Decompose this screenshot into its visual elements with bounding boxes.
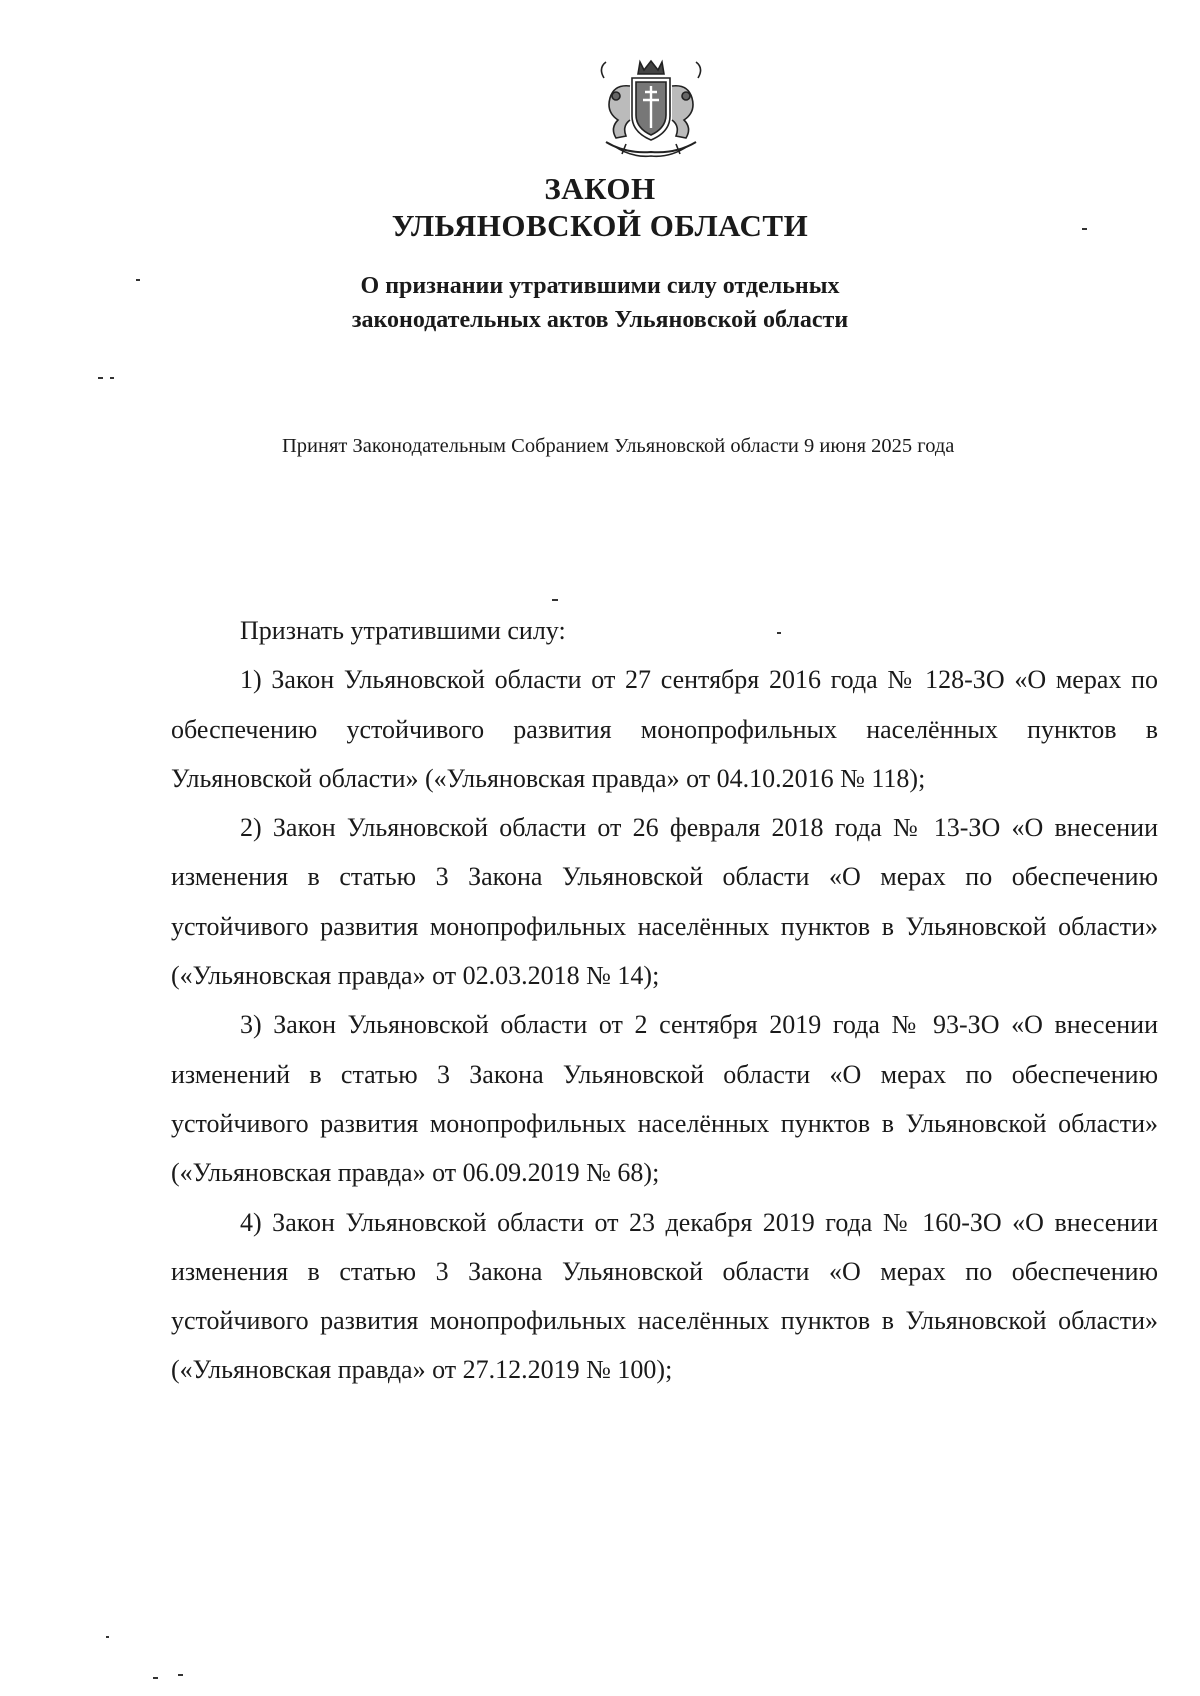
scan-speck [136,279,140,281]
scan-speck [153,1677,158,1679]
document-body [171,606,1158,1395]
list-item: 1) Закон Ульяновской области от 27 сентября 2016 года № 128-ЗО «О мерах по обеспечению устойчивого развития монопрофильных населённых пунктов в Ульяновской области» («Ульяновская правда» от 04.10.2016 № 118); [171,665,1158,793]
document-title-line-2: УЛЬЯНОВСКОЙ ОБЛАСТИ [391,208,809,243]
scan-speck [106,1636,109,1638]
list-item: 4) Закон Ульяновской области от 23 декабря 2019 года № 160-ЗО «О внесении изменения в статью 3 Закона Ульяновской области «О мерах по обеспечению устойчивого развития монопрофильных населённых пунктов в Ульяновской области» («Ульяновская правда» от 27.12.2019 № 100); [171,1207,1158,1385]
document-subtitle-line-1: О признании утратившими силу отдельных [360,273,840,299]
scan-speck [777,632,781,634]
body-lead: Признать утратившими силу: [240,616,566,645]
list-item: 3) Закон Ульяновской области от 2 сентября 2019 года № 93-ЗО «О внесении изменений в статью 3 Закона Ульяновской области «О мерах по обеспечению устойчивого развития монопрофильных населённых пунктов в Ульяновской области» («Ульяновская правда» от 06.09.2019 № 68); [171,1010,1158,1188]
coat-of-arms-icon [596,58,706,160]
scan-speck [110,377,114,379]
scan-speck [1082,228,1087,230]
scan-speck [178,1674,183,1676]
scan-speck [98,377,103,379]
list-item: 2) Закон Ульяновской области от 26 февраля 2018 года № 13-ЗО «О внесении изменения в статью 3 Закона Ульяновской области «О мерах по обеспечению устойчивого развития монопрофильных населённых пунктов в Ульяновской области» («Ульяновская правда» от 02.03.2018 № 14); [171,813,1158,991]
adoption-statement: Принят Законодательным Собранием Ульяновской области 9 июня 2025 года [282,435,955,457]
document-subtitle-line-2: законодательных актов Ульяновской области [351,307,849,333]
scan-speck [552,599,558,601]
document-title-line-1: ЗАКОН [544,171,656,206]
